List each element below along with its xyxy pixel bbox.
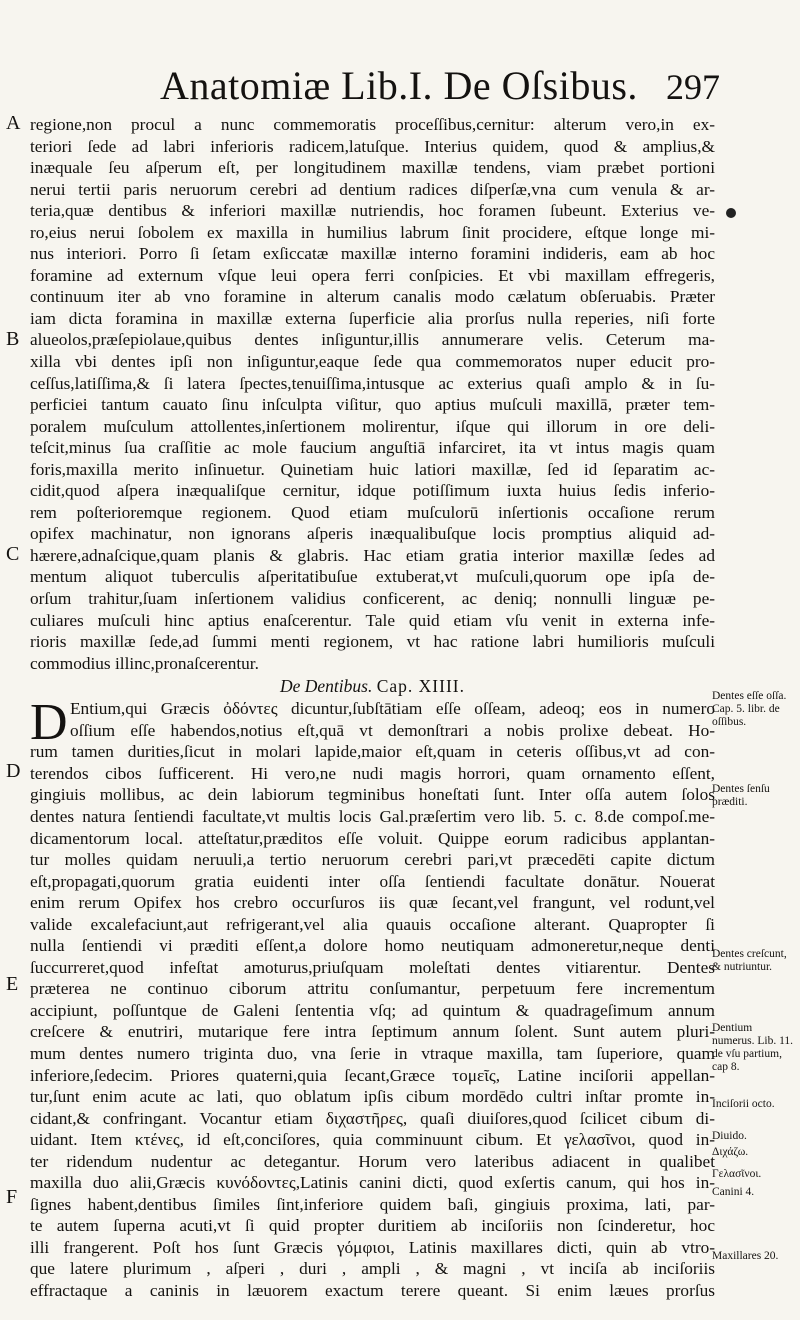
margin-note: Dentes creſcunt, & nutriuntur. — [712, 948, 787, 973]
text-line: teſcit,minus ſua craſſitie ac mole faucium anguſtiā infarciret, ita vt intus magis quam — [30, 438, 715, 458]
text-line: dicamentorum local. atteſtatur,præditos eſſe voluit. Quippe eorum radicibus applantan- — [30, 828, 715, 848]
margin-note: Γελασῖνοι. — [712, 1168, 762, 1180]
text-line: ceſſus,latiſſima,& ſi latera ſpectes,tenuiſſima,intusque ac exterius quaſi amplo & in ſu- — [30, 373, 715, 393]
text-line: teria,quæ dentibus & inferiori maxillæ nutriendis, hoc foramen ſubeunt. Exterius ve- — [30, 201, 715, 221]
text-line: xilla vbi dentes ipſi non inſiguntur,eaque ſede qua commemoratos nuper educit pro- — [30, 352, 715, 372]
chapter-heading — [30, 674, 715, 698]
text-line: que latere plurimum , aſperi , duri , ampli , & magni , vt inciſa ab inciſoriis — [30, 1259, 715, 1279]
text-line: præterea ne continuo ciborum attritu conſumantur, perpetuum fere incrementum — [30, 979, 715, 999]
text-line: alueolos,præſepiolaue,quibus dentes inſiguntur,illis annumerare velis. Ceterum ma- — [30, 330, 715, 350]
margin-note: Diuido. — [712, 1130, 747, 1142]
text-line: oſſium eſſe habendos,notius eſt,quā vt demonſtrari a nobis prolixe debeat. Ho- — [70, 720, 715, 740]
text-line: uidant. Item κτένες, id eſt,conciſores, quia comminuunt cibum. Et γελασῖνοι, quod in- — [30, 1130, 715, 1150]
text-line: ro,eius nerui ſobolem ex maxilla in humilius labrum ſinit procidere, eſtque longe mi- — [30, 222, 715, 242]
text-line: mentum aliquot tuberculis aſperitatibuſue extuberat,vt muſculi,quorum ope ipſa de- — [30, 567, 715, 587]
text-line: poralem muſculum attollentes,inſertionem molirentur, iſque qui illorum in ore deli- — [30, 416, 715, 436]
text-line: ſuccurreret,quod infeſtat amoturus,priuſquam moleſtati dentes vitiarentur. Dentes — [30, 957, 715, 977]
text-line: enim rerum Opifex hos crebro occurſuros iis quæ ſecant,vel frangunt, vel rodunt,vel — [30, 893, 715, 913]
text-line: perficiei tantum cauato ſinu inſculpta viſitur, quo aptius muſculi maxillā, præter tem- — [30, 395, 715, 415]
text-line: rem poſterioremque regionem. Quod etiam muſculorū inſertionis occaſione rerum — [30, 502, 715, 522]
paragraph-dentes — [30, 694, 715, 1301]
chapter-number: Cap. XIIII. — [376, 676, 465, 697]
section-letter-c: C — [6, 543, 20, 565]
text-line: tur,ſunt enim acute ac lati, quo oblatum ipſis cibum mordēdo cultri inſtar promte in- — [30, 1087, 715, 1107]
text-line: te autem ſuperna acuti,vt ſi quid propter duritiem ab inciſoriis non ſcinderetur, hoc — [30, 1216, 715, 1236]
text-line: mum dentes numero triginta duo, vna ſerie in vtraque maxilla, tam ſuperiore, quam — [30, 1043, 715, 1063]
text-line: rum tamen durities,ſicut in molari lapide,maior eſt,quam in ceteris oſſibus,vt ad con- — [30, 742, 715, 762]
text-line: nulla ſentiendi vi præditi eſſent,a dolore homo neutiquam admoneretur,neque denti — [30, 936, 715, 956]
text-line: effractaque a caninis in læuorem exactum terere queant. Si enim læues prorſus — [30, 1280, 715, 1300]
text-line: culiares muſculi hinc aptius enaſcerentur. Tale quid etiam vſu venit in externa infe- — [30, 610, 715, 630]
text-line: rioris maxillæ ſede,ad ſummi menti regionem, vt hac ratione labri humilioris muſculi — [30, 632, 715, 652]
text-line: ter ridendum nudentur ac detegantur. Horum vero lateribus adiacent in qualibet — [30, 1151, 715, 1171]
text-line: orſum trahitur,ſuam inſertionem validius conficerent, ac deniq; nonnulli linguæ pe- — [30, 589, 715, 609]
section-letter-d: D — [6, 760, 21, 782]
text-line: nerui tertii paris neruorum cerebri ad dentium radices diſperſæ,vna cum venula & ar- — [30, 179, 715, 199]
drop-cap: D — [30, 694, 68, 752]
page-number: 297 — [666, 67, 720, 107]
text-line: eſt,propagati,quorum gratia euidenti inter oſſa ſentiendi facultate donātur. Nouerat — [30, 871, 715, 891]
margin-note: Canini 4. — [712, 1186, 755, 1198]
text-line: regione,non procul a nunc commemoratis proceſſibus,cernitur: alterum vero,in ex- — [30, 115, 715, 134]
text-line: cidant,& confringant. Vocantur etiam διχαστῆρες, quaſi diuiſores,quod ſcilicet cibum di- — [30, 1108, 715, 1128]
section-letter-a: A — [6, 112, 21, 134]
margin-note: Maxillares 20. — [712, 1250, 779, 1262]
margin-note: Dentes ſenſu præditi. — [712, 783, 770, 808]
main-text — [30, 114, 715, 1302]
text-line: inæquale ſeu aſperum eſt, per longitudinem maxillæ tendens, viam præbet portioni — [30, 158, 715, 178]
section-letter-f: F — [6, 1186, 18, 1208]
section-letter-e: E — [6, 973, 19, 995]
text-line: teriori ſede ad labri inferioris radicem,latuſque. Interius quidem, quod & amplius,& — [30, 136, 715, 156]
ink-blot — [726, 208, 736, 218]
text-line: foramine ad externum vſque leui opera ferri conſpicies. Et vbi maxillam effregeris, — [30, 265, 715, 285]
running-title: Anatomiæ Lib.I. De Oſsibus. — [160, 63, 638, 108]
text-line: illi frangerent. Poſt hos ſunt Græcis γόμφιοι, Latinis maxillares dicti, quin ab vtro- — [30, 1237, 715, 1257]
text-line: nus interiori. Porro ſi ſetam exſiccatæ maxillæ interno foramini indideris, eam ab hoc — [30, 244, 715, 264]
chapter-title: De Dentibus. — [280, 676, 373, 697]
text-line: creſcere & enutriri, mutarique fere intra ſeptimum annum ſolent. Sunt autem pluri- — [30, 1022, 715, 1042]
text-line: terendos cibos ſufficerent. Hi vero,ne nudi magis horrori, quam ornamento eſſent, — [30, 763, 715, 783]
text-line: dentes natura ſentiendi facultate,vt multis locis Gal.præſertim vero lib. 5. c. 8.de compoſ.me- — [30, 806, 715, 826]
text-line: accipiunt, poſſuntque de Galeni ſententia vſq; ad quintum & quadrageſimum annum — [30, 1000, 715, 1020]
text-line: maxilla duo alii,Græcis κυνόδοντες,Latinis canini dicti, quod exſertis canum, qui hos in- — [30, 1173, 715, 1193]
text-line: gingiuis mollibus, ac dein labiorum tegminibus honeſtati ſunt. Inter oſſa autem ſolos — [30, 785, 715, 805]
text-line: tur molles quidam neruuli,a tertio neruorum cerebri pari,vt præcedēti capite dictum — [30, 850, 715, 870]
text-line: hærere,adnaſcique,quam planis & glabris. Hac etiam gratia interior maxillæ ſedes ad — [30, 545, 715, 565]
margin-note: Inciſorii octo. — [712, 1098, 775, 1110]
text-line: opifex machinatur, non ignorans aſperis inæqualibuſque locis promptius aliquid ad- — [30, 524, 715, 544]
margin-note: Dentium numerus. Lib. 11. de vſu partium, cap 8. — [712, 1022, 794, 1073]
margin-note: Dentes eſſe oſſa. Cap. 5. libr. de oſſibus. — [712, 690, 787, 728]
margin-note: Διχάζω. — [712, 1146, 749, 1158]
text-line: inferiore,ſedecim. Priores quaterni,quia ſecant,Græce τομεῖς, Latine inciſorii appellan- — [30, 1065, 715, 1085]
page-header — [100, 62, 720, 112]
text-line: foris,maxilla merito inſinuetur. Quinetiam huic latiori maxillæ, ſed id ſeparatim ac- — [30, 459, 715, 479]
text-line: continuum iter ab vno foramine in alterum canalis modo cælatum obſeruabis. Præter — [30, 287, 715, 307]
text-line: ſignes habent,dentibus ſimiles ſint,inferiore quidem baſi, gingiuis proxima, lati, par- — [30, 1194, 715, 1214]
text-line: iam dicta foramina in maxillæ externa ſuperficie alia prorſus nulla reperies, niſi forte — [30, 308, 715, 328]
text-line: Entium,qui Græcis ὀδόντες dicuntur,ſubſtātiam eſſe oſſeam, adeoq; eos in numero — [70, 699, 715, 719]
text-line: valide excalefaciunt,aut refrigerant,vel alia quauis occaſione alterant. Quapropter ſi — [30, 914, 715, 934]
section-letter-b: B — [6, 328, 20, 350]
text-line: commodius illinc,pronaſcerentur. — [30, 653, 259, 673]
text-line: cidit,quod aſpera inæqualiſque cernitur, idque potiſſimum iuxta huius ſedis inferio- — [30, 481, 715, 501]
paragraph-foramina — [30, 114, 715, 674]
